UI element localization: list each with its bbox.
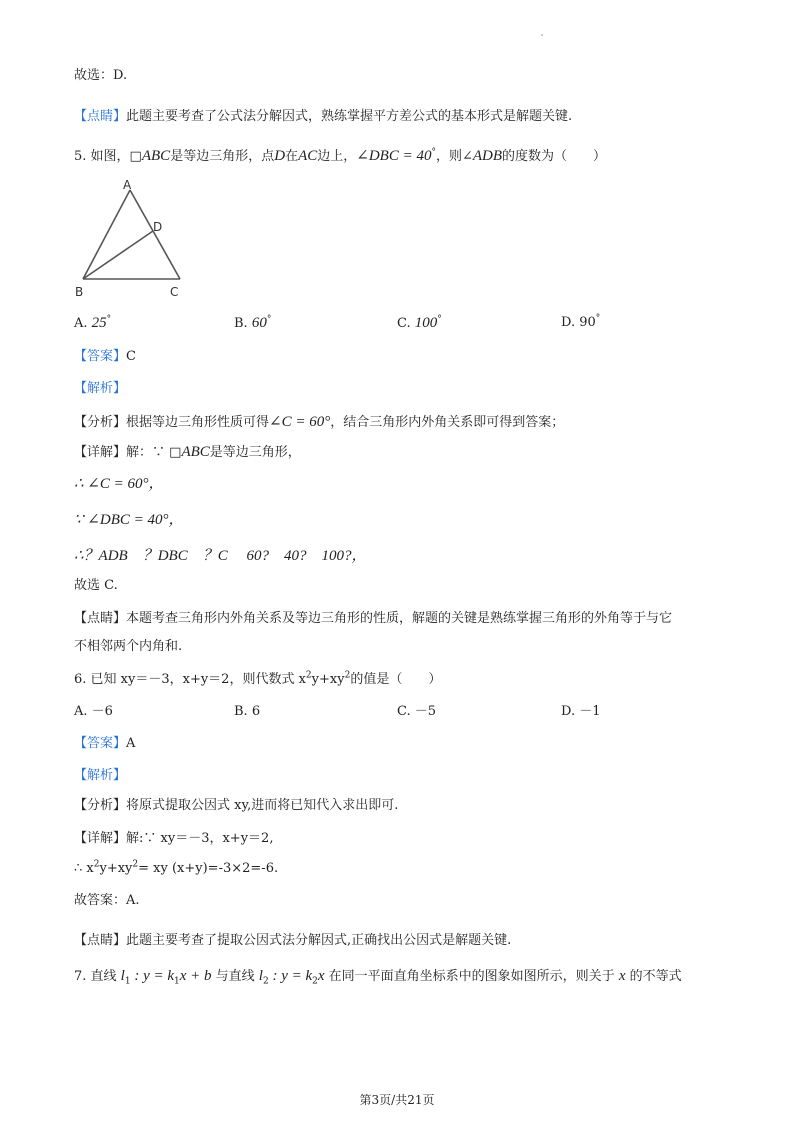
q5-step-1: ∴ ∠C = 60°， — [74, 476, 164, 492]
edge-ac — [130, 190, 180, 279]
q6-step-2: 故答案：A. — [74, 893, 140, 908]
q6-option-c: C. －5 — [397, 704, 437, 719]
q6-step-1: ∴ $x^2y+xy^2=$ xy (x+y)=-3×2=-6. — [74, 859, 279, 876]
q6-option-b: B. 6 — [234, 704, 261, 719]
edge-ab — [83, 190, 130, 279]
header-dot — [541, 34, 543, 36]
line-choose-d: 故选：D. — [74, 68, 128, 83]
q6-option-d: D. －1 — [561, 704, 601, 719]
label-b: B — [75, 285, 84, 299]
q5-option-c: C. 100° — [397, 314, 442, 331]
q5-dianjing-1: 【点睛】本题考查三角形内外角关系及等边三角形的性质，解题的关键是熟练掌握三角形的外角等于与它 — [74, 611, 673, 626]
q6-fenxi: 【分析】将原式提取公因式 xy,进而将已知代入求出即可. — [74, 798, 399, 813]
q5-answer: 【答案】C — [74, 349, 136, 364]
q6-answer: 【答案】A — [74, 736, 136, 751]
q6-option-a: A. －6 — [74, 704, 113, 719]
triangle-figure — [70, 174, 200, 302]
line-dianjing-4: 【点睛】此题主要考查了公式法分解因式，熟练掌握平方差公式的基本形式是解题关键. — [74, 109, 573, 124]
q6-stem: 6. 已知 xy＝－3，x+y＝2，则代数式 $x^2y+xy^2$的值是（ ） — [74, 670, 442, 687]
q6-dianjing: 【点睛】此题主要考查了提取公因式法分解因式,正确找出公因式是解题关键. — [74, 933, 512, 948]
q6-jiexi: 【解析】 — [74, 768, 127, 783]
label-c: C — [170, 285, 179, 299]
tag-dianjing: 【点睛】 — [74, 109, 127, 124]
q5-option-d: D. 90° — [561, 313, 601, 330]
q7-stem: 7. 直线 $l_1$ : $y = k_1x + b$ 与直线 $l_2$ : $y = k_2x$ 在同一平面直角坐标系中的图象如图所示，则关于 x 的不等式 — [74, 968, 682, 987]
q5-dianjing-2: 不相邻两个内角和. — [74, 639, 183, 654]
q5-step-3: ∴？ADB ？DBC ？C 60? 40? 100?， — [74, 548, 367, 564]
q5-option-a: A. 25° — [74, 314, 112, 331]
edge-bd — [83, 231, 153, 279]
q5-option-b: B. 60° — [234, 314, 272, 331]
q5-xiangjie: 【详解】解：∵ □ABC是等边三角形， — [74, 444, 301, 460]
q5-fenxi: 【分析】根据等边三角形性质可得∠C = 60°，结合三角形内外角关系即可得到答案； — [74, 414, 565, 430]
q5-step-4: 故选 C. — [74, 578, 118, 593]
q5-step-2: ∵ ∠DBC = 40°， — [74, 512, 184, 528]
q5-jiexi: 【解析】 — [74, 381, 127, 396]
q5-stem: 5. 如图，□ABC是等边三角形，点D在AC边上，∠DBC = 40°，则∠ADB的度数为（ ） — [74, 147, 607, 164]
label-a: A — [123, 178, 132, 192]
q6-xiangjie: 【详解】解:∵ xy＝－3，x+y＝2, — [74, 831, 274, 846]
page-footer: 第3页/共21页 — [359, 1093, 435, 1107]
label-d: D — [153, 220, 163, 234]
